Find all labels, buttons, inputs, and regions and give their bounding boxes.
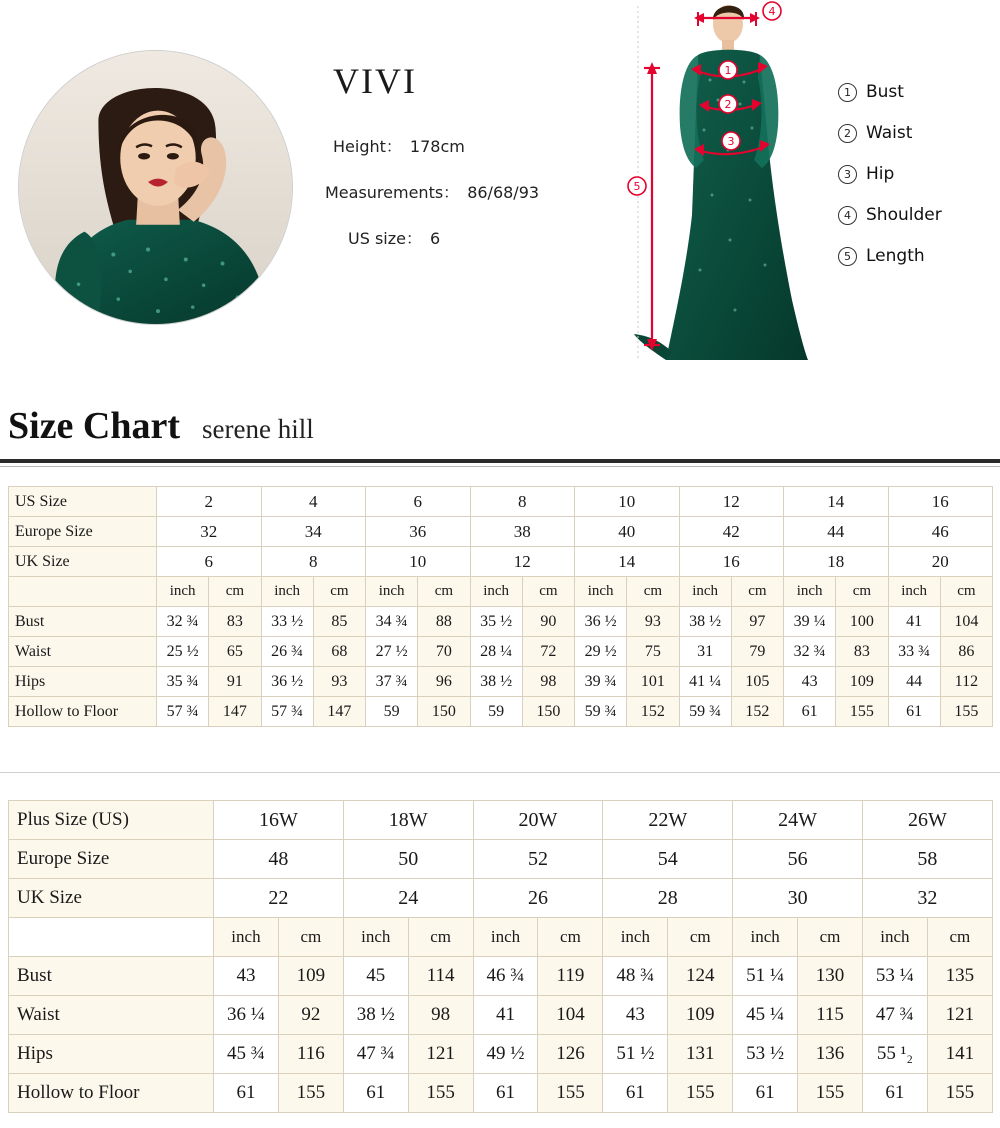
- cell-bust-cm-3: 88: [418, 607, 470, 637]
- cell-uk-6: 16: [679, 547, 784, 577]
- cell-waist-inch-4: 43: [603, 996, 668, 1035]
- page-title: Size Chart: [8, 405, 181, 447]
- header-section: [0, 0, 1000, 380]
- cell-waist-cm-1: 65: [209, 637, 261, 667]
- cell-bust-cm-4: 124: [668, 957, 733, 996]
- cell-hips-inch-2: 36 ½: [261, 667, 313, 697]
- cell-bust-inch-6: 38 ½: [679, 607, 731, 637]
- svg-text:4: 4: [768, 5, 776, 18]
- cell-hips-cm-3: 126: [538, 1035, 603, 1074]
- cell-us-3: 6: [366, 487, 471, 517]
- unit-cm: cm: [927, 918, 992, 957]
- row-label-hips: Hips: [9, 1035, 214, 1074]
- model-photo-illustration: [19, 51, 292, 324]
- unit-cm: cm: [668, 918, 733, 957]
- unit-inch: inch: [733, 918, 798, 957]
- unit-cm: cm: [408, 918, 473, 957]
- unit-cm: cm: [538, 918, 603, 957]
- cell-uk-1: 6: [157, 547, 262, 577]
- row-label-hips: Hips: [9, 667, 157, 697]
- cell-hips-inch-6: 41 ¼: [679, 667, 731, 697]
- cell-waist-inch-5: 29 ½: [575, 637, 627, 667]
- unit-inch: inch: [261, 577, 313, 607]
- cell-uk-4: 28: [603, 879, 733, 918]
- cell-bust-cm-2: 85: [313, 607, 365, 637]
- cell-us-2: 4: [261, 487, 366, 517]
- cell-hollow-inch-1: 61: [214, 1074, 279, 1113]
- cell-hollow-cm-1: 147: [209, 697, 261, 727]
- unit-inch: inch: [343, 918, 408, 957]
- unit-inch: inch: [366, 577, 418, 607]
- table-row-uk-size: [9, 547, 993, 577]
- cell-eu-1: 32: [157, 517, 262, 547]
- cell-uk-5: 14: [575, 547, 680, 577]
- cell-bust-cm-7: 100: [836, 607, 888, 637]
- cell-bust-inch-5: 51 ¼: [733, 957, 798, 996]
- cell-waist-inch-4: 28 ¼: [470, 637, 522, 667]
- heading-rule-thin: [0, 466, 1000, 467]
- cell-us-5: 10: [575, 487, 680, 517]
- cell-us-6: 12: [679, 487, 784, 517]
- table-row-europe-size: [9, 840, 993, 879]
- cell-hips-cm-4: 131: [668, 1035, 733, 1074]
- cell-us-4: 8: [470, 487, 575, 517]
- cell-hips-inch-8: 44: [888, 667, 940, 697]
- cell-hollow-cm-6: 152: [731, 697, 783, 727]
- cell-hips-cm-1: 91: [209, 667, 261, 697]
- cell-uk-2: 24: [343, 879, 473, 918]
- cell-uk-4: 12: [470, 547, 575, 577]
- cell-hips-inch-5: 39 ¾: [575, 667, 627, 697]
- cell-hips-inch-1: 35 ¾: [157, 667, 209, 697]
- row-label-hollow-to-floor: Hollow to Floor: [9, 1074, 214, 1113]
- legend-item-waist: [838, 123, 942, 143]
- cell-eu-3: 52: [473, 840, 603, 879]
- model-measurements-value: 86/68/93: [467, 183, 540, 202]
- cell-us-8: 16: [888, 487, 993, 517]
- legend-label: Shoulder: [866, 205, 942, 225]
- cell-bust-inch-5: 36 ½: [575, 607, 627, 637]
- cell-uk-1: 22: [214, 879, 344, 918]
- cell-waist-cm-4: 72: [522, 637, 574, 667]
- cell-waist-cm-6: 121: [927, 996, 992, 1035]
- cell-waist-inch-1: 36 ¼: [214, 996, 279, 1035]
- legend-item-hip: [838, 164, 942, 184]
- cell-bust-cm-6: 97: [731, 607, 783, 637]
- legend-number-icon: 2: [838, 124, 857, 143]
- cell-us-7: 14: [784, 487, 889, 517]
- cell-uk-2: 8: [261, 547, 366, 577]
- cell-eu-5: 40: [575, 517, 680, 547]
- unit-inch: inch: [888, 577, 940, 607]
- cell-plus-6: 26W: [862, 801, 992, 840]
- table-row-europe-size: [9, 517, 993, 547]
- row-label-plus-size: Plus Size (US): [9, 801, 214, 840]
- row-label-us-size: US Size: [9, 487, 157, 517]
- cell-waist-cm-5: 75: [627, 637, 679, 667]
- legend-label: Waist: [866, 123, 913, 143]
- table-row-hollow-to-floor: [9, 1074, 993, 1113]
- unit-inch: inch: [862, 918, 927, 957]
- cell-waist-cm-2: 68: [313, 637, 365, 667]
- model-height-label: Height：: [333, 137, 402, 156]
- cell-plus-3: 20W: [473, 801, 603, 840]
- unit-cm: cm: [522, 577, 574, 607]
- table-row-units: [9, 918, 993, 957]
- unit-inch: inch: [784, 577, 836, 607]
- row-label-europe-size: Europe Size: [9, 517, 157, 547]
- cell-hips-inch-3: 37 ¾: [366, 667, 418, 697]
- cell-waist-inch-2: 26 ¾: [261, 637, 313, 667]
- unit-cm: cm: [278, 918, 343, 957]
- size-chart-heading: [8, 404, 314, 448]
- legend-item-length: [838, 246, 942, 266]
- cell-waist-inch-3: 27 ½: [366, 637, 418, 667]
- cell-bust-cm-1: 83: [209, 607, 261, 637]
- cell-hollow-inch-2: 61: [343, 1074, 408, 1113]
- row-label-europe-size: Europe Size: [9, 840, 214, 879]
- standard-size-table: [8, 486, 993, 727]
- cell-hips-cm-5: 101: [627, 667, 679, 697]
- brand-subtitle: serene hill: [202, 414, 314, 444]
- cell-hollow-inch-1: 57 ¾: [157, 697, 209, 727]
- model-height-value: 178cm: [409, 137, 465, 156]
- model-height-row: [333, 134, 625, 157]
- cell-hollow-inch-4: 61: [603, 1074, 668, 1113]
- cell-waist-cm-4: 109: [668, 996, 733, 1035]
- unit-cm: cm: [731, 577, 783, 607]
- cell-hips-cm-4: 98: [522, 667, 574, 697]
- cell-hollow-cm-1: 155: [278, 1074, 343, 1113]
- section-divider: [0, 772, 1000, 773]
- unit-inch: inch: [214, 918, 279, 957]
- cell-hips-inch-1: 45 ¾: [214, 1035, 279, 1074]
- table-row-waist: [9, 996, 993, 1035]
- cell-eu-7: 44: [784, 517, 889, 547]
- cell-bust-inch-6: 53 ¼: [862, 957, 927, 996]
- cell-plus-1: 16W: [214, 801, 344, 840]
- cell-hollow-cm-5: 152: [627, 697, 679, 727]
- cell-bust-cm-5: 93: [627, 607, 679, 637]
- cell-hollow-inch-8: 61: [888, 697, 940, 727]
- cell-us-1: 2: [157, 487, 262, 517]
- cell-plus-2: 18W: [343, 801, 473, 840]
- cell-waist-cm-3: 104: [538, 996, 603, 1035]
- cell-uk-5: 30: [733, 879, 863, 918]
- unit-cm: cm: [798, 918, 863, 957]
- row-label-units: [9, 918, 214, 957]
- table-row-bust: [9, 607, 993, 637]
- cell-waist-inch-8: 33 ¾: [888, 637, 940, 667]
- cell-bust-inch-3: 34 ¾: [366, 607, 418, 637]
- cell-hips-cm-2: 121: [408, 1035, 473, 1074]
- cell-hips-cm-6: 141: [927, 1035, 992, 1074]
- cell-eu-4: 38: [470, 517, 575, 547]
- plus-size-table: [8, 800, 993, 1113]
- cell-waist-cm-6: 79: [731, 637, 783, 667]
- cell-hollow-inch-5: 59 ¾: [575, 697, 627, 727]
- unit-cm: cm: [313, 577, 365, 607]
- legend-label: Hip: [866, 164, 895, 184]
- cell-hollow-inch-5: 61: [733, 1074, 798, 1113]
- cell-hips-cm-3: 96: [418, 667, 470, 697]
- cell-uk-8: 20: [888, 547, 993, 577]
- table-row-waist: [9, 637, 993, 667]
- cell-hollow-cm-2: 155: [408, 1074, 473, 1113]
- cell-hips-inch-7: 43: [784, 667, 836, 697]
- cell-eu-6: 58: [862, 840, 992, 879]
- cell-hips-inch-4: 38 ½: [470, 667, 522, 697]
- cell-hips-inch-4: 51 ½: [603, 1035, 668, 1074]
- legend-number-icon: 4: [838, 206, 857, 225]
- plus-size-table-wrap: [8, 800, 992, 1113]
- cell-hollow-inch-4: 59: [470, 697, 522, 727]
- legend-item-bust: [838, 82, 942, 102]
- unit-cm: cm: [836, 577, 888, 607]
- row-label-uk-size: UK Size: [9, 879, 214, 918]
- cell-plus-4: 22W: [603, 801, 733, 840]
- unit-cm: cm: [209, 577, 261, 607]
- measurement-diagram: [600, 0, 850, 375]
- cell-bust-cm-8: 104: [940, 607, 992, 637]
- cell-waist-inch-6: 31: [679, 637, 731, 667]
- cell-eu-2: 50: [343, 840, 473, 879]
- cell-hollow-cm-2: 147: [313, 697, 365, 727]
- cell-bust-cm-1: 109: [278, 957, 343, 996]
- cell-eu-6: 42: [679, 517, 784, 547]
- cell-hips-cm-1: 116: [278, 1035, 343, 1074]
- cell-waist-inch-1: 25 ½: [157, 637, 209, 667]
- unit-cm: cm: [418, 577, 470, 607]
- row-label-hollow-to-floor: Hollow to Floor: [9, 697, 157, 727]
- cell-uk-7: 18: [784, 547, 889, 577]
- model-ussize-label: US size：: [348, 229, 422, 248]
- model-measurements-label: Measurements：: [325, 183, 460, 202]
- cell-waist-cm-7: 83: [836, 637, 888, 667]
- cell-hips-inch-5: 53 ½: [733, 1035, 798, 1074]
- unit-cm: cm: [940, 577, 992, 607]
- row-label-waist: Waist: [9, 637, 157, 667]
- cell-waist-cm-3: 70: [418, 637, 470, 667]
- cell-bust-inch-1: 43: [214, 957, 279, 996]
- cell-hollow-inch-3: 61: [473, 1074, 538, 1113]
- cell-hips-cm-8: 112: [940, 667, 992, 697]
- brand-name: VIVI: [333, 61, 417, 101]
- cell-hollow-cm-3: 155: [538, 1074, 603, 1113]
- cell-eu-4: 54: [603, 840, 733, 879]
- cell-eu-1: 48: [214, 840, 344, 879]
- cell-hips-cm-5: 136: [798, 1035, 863, 1074]
- table-row-uk-size: [9, 879, 993, 918]
- svg-text:1: 1: [724, 64, 732, 77]
- cell-hollow-inch-7: 61: [784, 697, 836, 727]
- cell-hollow-cm-3: 150: [418, 697, 470, 727]
- unit-inch: inch: [575, 577, 627, 607]
- cell-waist-inch-5: 45 ¼: [733, 996, 798, 1035]
- svg-text:5: 5: [633, 180, 641, 193]
- table-row-us-size: [9, 487, 993, 517]
- cell-eu-8: 46: [888, 517, 993, 547]
- cell-waist-cm-1: 92: [278, 996, 343, 1035]
- cell-hollow-inch-3: 59: [366, 697, 418, 727]
- cell-hips-cm-7: 109: [836, 667, 888, 697]
- legend-number-icon: 1: [838, 83, 857, 102]
- table-row-hips: [9, 1035, 993, 1074]
- legend-label: Length: [866, 246, 925, 266]
- cell-bust-cm-3: 119: [538, 957, 603, 996]
- row-label-bust: Bust: [9, 957, 214, 996]
- cell-bust-cm-6: 135: [927, 957, 992, 996]
- row-label-units: [9, 577, 157, 607]
- cell-hollow-cm-4: 150: [522, 697, 574, 727]
- table-row-plus-size: [9, 801, 993, 840]
- svg-text:3: 3: [727, 135, 735, 148]
- standard-size-table-wrap: [8, 486, 992, 727]
- cell-waist-inch-2: 38 ½: [343, 996, 408, 1035]
- cell-eu-3: 36: [366, 517, 471, 547]
- model-measurements-row: [325, 180, 625, 203]
- measurement-legend: [838, 82, 942, 287]
- cell-hips-cm-2: 93: [313, 667, 365, 697]
- legend-item-shoulder: [838, 205, 942, 225]
- cell-hips-inch-6: 55 ¹₂: [862, 1035, 927, 1074]
- cell-waist-inch-7: 32 ¾: [784, 637, 836, 667]
- cell-bust-inch-4: 48 ¾: [603, 957, 668, 996]
- unit-inch: inch: [679, 577, 731, 607]
- cell-hips-cm-6: 105: [731, 667, 783, 697]
- row-label-uk-size: UK Size: [9, 547, 157, 577]
- svg-text:2: 2: [724, 98, 732, 111]
- row-label-waist: Waist: [9, 996, 214, 1035]
- cell-bust-inch-4: 35 ½: [470, 607, 522, 637]
- cell-plus-5: 24W: [733, 801, 863, 840]
- cell-waist-cm-8: 86: [940, 637, 992, 667]
- unit-inch: inch: [470, 577, 522, 607]
- cell-waist-inch-6: 47 ¾: [862, 996, 927, 1035]
- cell-hollow-cm-6: 155: [927, 1074, 992, 1113]
- cell-bust-inch-3: 46 ¾: [473, 957, 538, 996]
- row-label-bust: Bust: [9, 607, 157, 637]
- model-ussize-value: 6: [429, 229, 441, 248]
- cell-waist-inch-3: 41: [473, 996, 538, 1035]
- model-profile: [325, 60, 625, 272]
- table-row-hollow-to-floor: [9, 697, 993, 727]
- legend-label: Bust: [866, 82, 904, 102]
- cell-bust-cm-2: 114: [408, 957, 473, 996]
- cell-bust-inch-2: 45: [343, 957, 408, 996]
- cell-eu-5: 56: [733, 840, 863, 879]
- unit-inch: inch: [473, 918, 538, 957]
- dress-diagram-illustration: [600, 0, 850, 375]
- cell-hips-inch-2: 47 ¾: [343, 1035, 408, 1074]
- model-ussize-row: [348, 226, 625, 249]
- cell-bust-inch-7: 39 ¼: [784, 607, 836, 637]
- cell-waist-cm-2: 98: [408, 996, 473, 1035]
- cell-hollow-inch-2: 57 ¾: [261, 697, 313, 727]
- model-photo: [18, 50, 293, 325]
- cell-hollow-cm-7: 155: [836, 697, 888, 727]
- cell-bust-inch-2: 33 ½: [261, 607, 313, 637]
- cell-hollow-cm-8: 155: [940, 697, 992, 727]
- cell-uk-3: 26: [473, 879, 603, 918]
- table-row-units: [9, 577, 993, 607]
- cell-hollow-cm-5: 155: [798, 1074, 863, 1113]
- cell-hollow-inch-6: 61: [862, 1074, 927, 1113]
- cell-uk-3: 10: [366, 547, 471, 577]
- cell-bust-cm-5: 130: [798, 957, 863, 996]
- heading-rule-thick: [0, 459, 1000, 463]
- unit-inch: inch: [603, 918, 668, 957]
- table-row-bust: [9, 957, 993, 996]
- unit-cm: cm: [627, 577, 679, 607]
- cell-hips-inch-3: 49 ½: [473, 1035, 538, 1074]
- cell-eu-2: 34: [261, 517, 366, 547]
- cell-waist-cm-5: 115: [798, 996, 863, 1035]
- legend-number-icon: 3: [838, 165, 857, 184]
- unit-inch: inch: [157, 577, 209, 607]
- cell-hollow-inch-6: 59 ¾: [679, 697, 731, 727]
- cell-uk-6: 32: [862, 879, 992, 918]
- legend-number-icon: 5: [838, 247, 857, 266]
- cell-bust-inch-8: 41: [888, 607, 940, 637]
- table-row-hips: [9, 667, 993, 697]
- cell-bust-inch-1: 32 ¾: [157, 607, 209, 637]
- cell-hollow-cm-4: 155: [668, 1074, 733, 1113]
- cell-bust-cm-4: 90: [522, 607, 574, 637]
